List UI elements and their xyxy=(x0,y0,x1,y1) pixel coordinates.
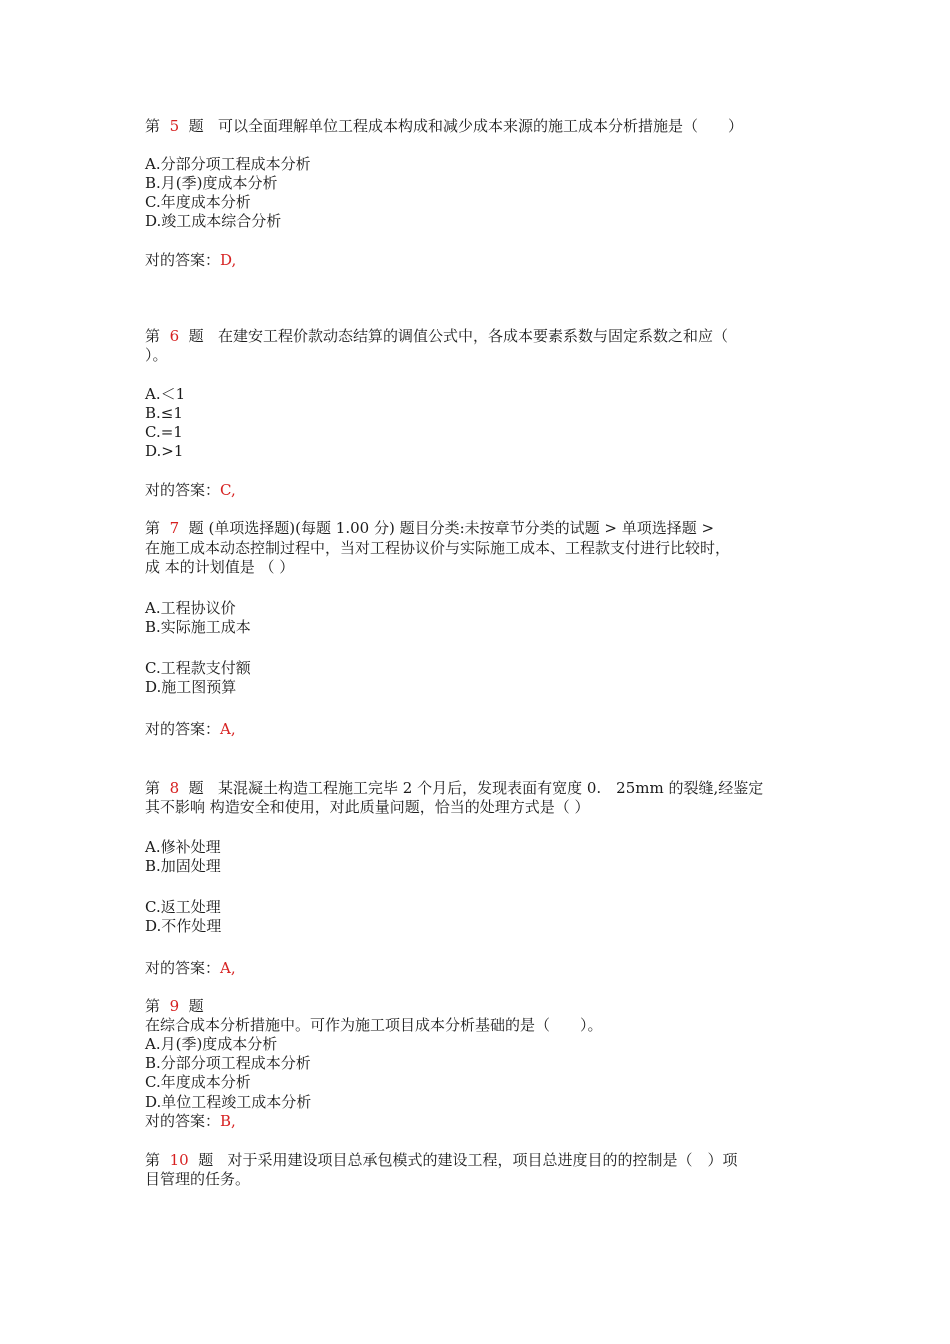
question-suffix: 题 xyxy=(188,117,204,135)
option-b: B.月(季)度成本分析 xyxy=(145,174,278,192)
question-header xyxy=(145,116,743,136)
option-c: C.=1 xyxy=(145,423,183,441)
answer-line xyxy=(145,480,236,500)
question-number: 8 xyxy=(169,779,180,797)
option-c: C.返工处理 xyxy=(145,898,221,916)
question-number: 6 xyxy=(169,327,180,345)
question-text-cont: 成 本的计划值是 （ ） xyxy=(145,558,295,576)
question-header xyxy=(145,996,204,1016)
question-number: 10 xyxy=(169,1151,189,1169)
option-d: D.不作处理 xyxy=(145,917,222,935)
question-text-cont: 目管理的任务。 xyxy=(145,1170,251,1188)
question-text-cont: 其不影响 构造安全和使用，对此质量问题，恰当的处理方式是（ ） xyxy=(145,798,590,816)
option-d: D.>1 xyxy=(145,442,184,460)
option-b: B.分部分项工程成本分析 xyxy=(145,1054,311,1072)
option-a: A.分部分项工程成本分析 xyxy=(145,155,311,173)
question-text-cont: ）。 xyxy=(145,346,168,364)
answer-value: D, xyxy=(220,251,237,269)
answer-label: 对的答案： xyxy=(145,251,221,269)
answer-line xyxy=(145,1111,236,1131)
option-c: C.年度成本分析 xyxy=(145,1073,251,1091)
answer-value: A, xyxy=(220,959,236,977)
question-text: (单项选择题)(每题 1.00 分) 题目分类:未按章节分类的试题 > 单项选择题 > xyxy=(208,519,715,537)
option-d: D.竣工成本综合分析 xyxy=(145,212,282,230)
question-text: 可以全面理解单位工程成本构成和减少成本来源的施工成本分析措施是（ ） xyxy=(217,117,743,135)
question-prefix: 第 xyxy=(145,327,161,345)
question-header xyxy=(145,1150,738,1170)
answer-label: 对的答案： xyxy=(145,1112,221,1130)
option-a: A.工程协议价 xyxy=(145,599,236,617)
question-number: 7 xyxy=(169,519,180,537)
question-suffix: 题 xyxy=(188,997,204,1015)
question-suffix: 题 xyxy=(188,327,204,345)
question-text: 某混凝土构造工程施工完毕 2 个月后，发现表面有宽度 0. 25mm 的裂缝,经鉴定 xyxy=(217,779,764,797)
answer-line xyxy=(145,958,236,978)
option-c: C.工程款支付额 xyxy=(145,659,251,677)
question-suffix: 题 xyxy=(188,779,204,797)
question-prefix: 第 xyxy=(145,117,161,135)
question-text-cont: 在施工成本动态控制过程中，当对工程协议价与实际施工成本、工程款支付进行比较时， xyxy=(145,539,731,557)
option-d: D.单位工程竣工成本分析 xyxy=(145,1093,312,1111)
option-a: A.＜1 xyxy=(145,385,186,403)
question-header xyxy=(145,326,728,346)
answer-line xyxy=(145,719,236,739)
question-prefix: 第 xyxy=(145,997,161,1015)
question-number: 5 xyxy=(169,117,180,135)
question-suffix: 题 xyxy=(188,519,204,537)
question-text: 在建安工程价款动态结算的调值公式中，各成本要素系数与固定系数之和应（ xyxy=(217,327,728,345)
question-header xyxy=(145,518,714,538)
answer-value: A, xyxy=(220,720,236,738)
question-text: 对于采用建设项目总承包模式的建设工程，项目总进度目的的控制是（ ）项 xyxy=(227,1151,738,1169)
question-number: 9 xyxy=(169,997,180,1015)
question-suffix: 题 xyxy=(198,1151,214,1169)
question-prefix: 第 xyxy=(145,519,161,537)
answer-value: B, xyxy=(220,1112,236,1130)
question-text: 在综合成本分析措施中。可作为施工项目成本分析基础的是（ ）。 xyxy=(145,1016,603,1034)
answer-label: 对的答案： xyxy=(145,959,221,977)
option-d: D.施工图预算 xyxy=(145,678,237,696)
answer-label: 对的答案： xyxy=(145,720,221,738)
answer-label: 对的答案： xyxy=(145,481,221,499)
option-b: B.实际施工成本 xyxy=(145,618,251,636)
answer-value: C, xyxy=(220,481,236,499)
option-a: A.月(季)度成本分析 xyxy=(145,1035,278,1053)
option-b: B.≤1 xyxy=(145,404,183,422)
question-prefix: 第 xyxy=(145,1151,161,1169)
option-a: A.修补处理 xyxy=(145,838,221,856)
question-header xyxy=(145,778,763,798)
option-c: C.年度成本分析 xyxy=(145,193,251,211)
question-prefix: 第 xyxy=(145,779,161,797)
option-b: B.加固处理 xyxy=(145,857,221,875)
answer-line xyxy=(145,250,236,270)
